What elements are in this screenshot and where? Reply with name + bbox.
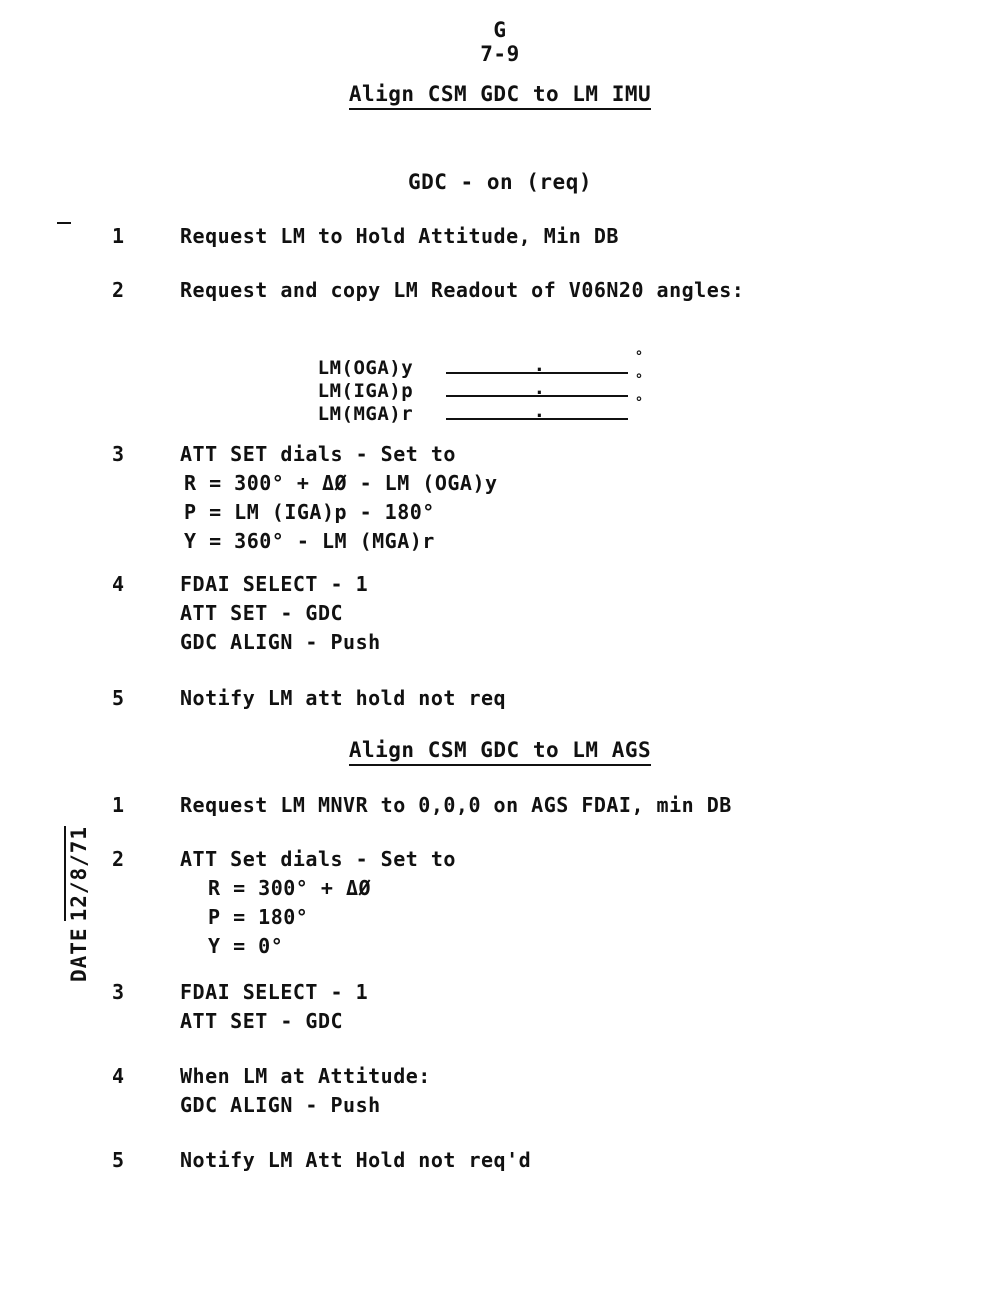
step-ags-5 [112,1146,531,1175]
section-title-imu [0,82,1000,106]
angle-blank-field[interactable] [446,395,644,422]
angle-readout-table [246,333,644,425]
step-text: FDAI SELECT - 1 [180,572,369,596]
step-ags-3 [112,978,368,1036]
step-imu-4 [112,570,381,657]
step-number: 1 [112,793,125,817]
step-ags-2 [112,845,456,961]
step-subline: R = 300° + ΔØ - LM (OGA)y [184,471,498,495]
page-number: 7-9 [480,42,520,66]
step-text: GDC ALIGN - Push [180,630,381,654]
step-subline: P = LM (IGA)p - 180° [184,500,435,524]
step-number: 3 [112,980,125,1004]
step-text: FDAI SELECT - 1 [180,980,369,1004]
angle-row-oga [246,333,644,379]
section-title-ags-text: Align CSM GDC to LM AGS [349,738,651,766]
step-text: ATT SET - GDC [180,601,344,625]
step-subline: R = 300° + ΔØ [208,876,372,900]
step-number: 2 [112,278,125,302]
step-imu-2 [112,276,744,305]
angle-label: LM(MGA)r [317,403,414,425]
step-number: 3 [112,442,125,466]
step-number: 2 [112,847,125,871]
date-label: DATE [67,927,91,982]
degree-symbol: ° [634,395,644,411]
step-text: ATT Set dials - Set to [180,847,456,871]
step-text: ATT SET dials - Set to [180,442,456,466]
section-title-ags [0,738,1000,762]
step-number: 1 [112,224,125,248]
step-subline: P = 180° [208,905,309,929]
step-text: GDC ALIGN - Push [180,1093,381,1117]
decimal-separator: . [533,354,546,376]
step-text: ATT SET - GDC [180,1009,344,1033]
degree-symbol: ° [634,372,644,388]
step-ags-1 [112,791,732,820]
step-text: When LM at Attitude: [180,1064,431,1088]
step-number: 5 [112,686,125,710]
step-number: 5 [112,1148,125,1172]
step-text: Request LM to Hold Attitude, Min DB [180,224,619,248]
step-text: Notify LM Att Hold not req'd [180,1148,532,1172]
step-number: 4 [112,572,125,596]
step-number: 4 [112,1064,125,1088]
step-subline: Y = 0° [208,934,284,958]
date-value[interactable]: 12/8/71 [64,826,91,922]
step-subline: Y = 360° - LM (MGA)r [184,529,435,553]
step-imu-3 [112,440,498,556]
angle-row-mga [246,379,644,425]
step-imu-5 [112,684,506,713]
step-ags-4 [112,1062,431,1120]
decimal-separator: . [533,377,546,399]
angle-label: LM(IGA)p [317,380,414,402]
step-text: Notify LM att hold not req [180,686,507,710]
angle-label: LM(OGA)y [317,357,414,379]
decimal-separator: . [533,400,546,422]
step-text: Request and copy LM Readout of V06N20 angles: [180,278,745,302]
date-field [67,762,91,982]
degree-symbol: ° [634,349,644,365]
mission-letter: G [493,18,507,42]
section-title-imu-text: Align CSM GDC to LM IMU [349,82,651,110]
angle-row-iga [246,356,644,402]
step-text: Request LM MNVR to 0,0,0 on AGS FDAI, min DB [180,793,732,817]
margin-tick-mark [57,222,71,224]
gdc-on-subheading: GDC - on (req) [407,170,592,194]
step-imu-1 [112,222,619,251]
